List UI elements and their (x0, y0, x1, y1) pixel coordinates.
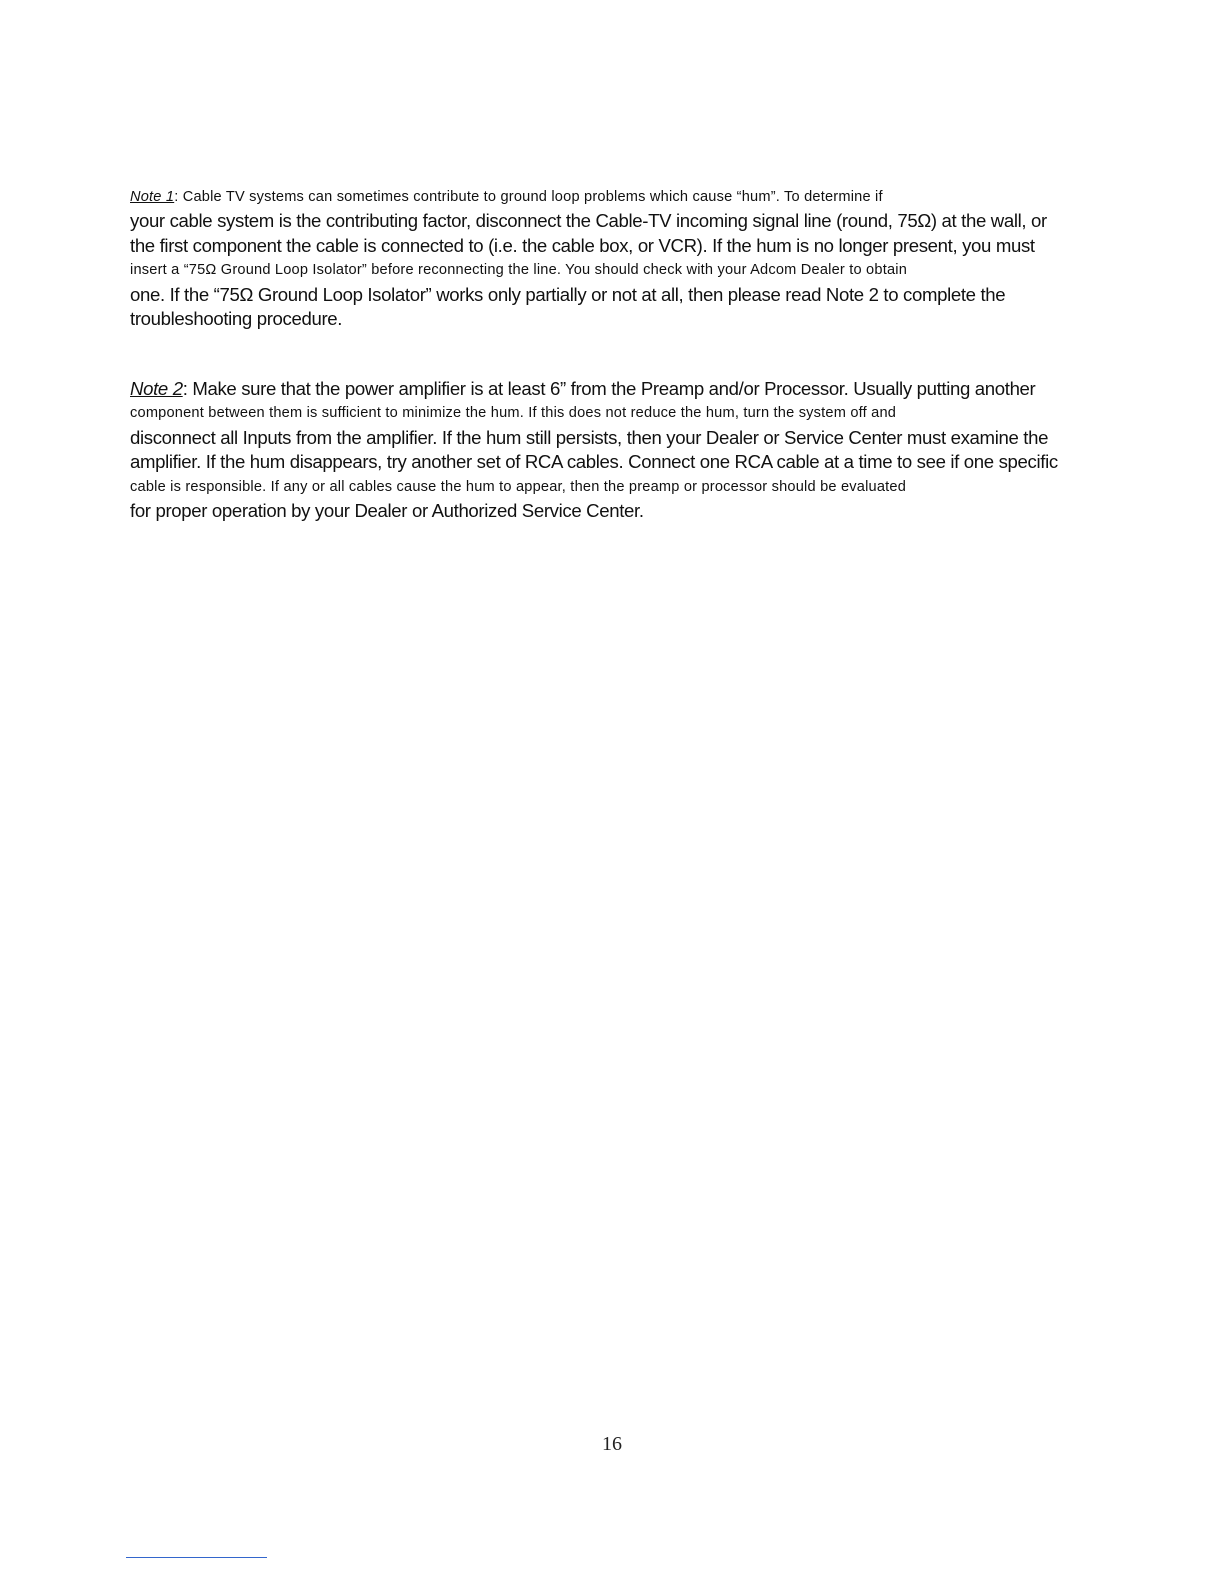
note-1-line-6: troubleshooting procedure. (130, 307, 343, 329)
note-2-line-1 (130, 377, 1110, 401)
note-1-line-4: insert a “75Ω Ground Loop Isolator” before reconnecting the line. You should check with your Adcom Dealer to obtain (130, 262, 908, 279)
note-1-paragraph (130, 185, 1110, 331)
note-2-line-4: amplifier. If the hum disappears, try another set of RCA cables. Connect one RCA cable at a time to see if one specific (130, 451, 1058, 473)
note-2-line-3: disconnect all Inputs from the amplifier. If the hum still persists, then your Dealer or Service Center must examine the (130, 426, 1049, 448)
note-2-line-1-text: : Make sure that the power amplifier is at least 6” from the Preamp and/or Processor. Usually putting another (182, 378, 1036, 399)
note-1-line-5: one. If the “75Ω Ground Loop Isolator” works only partially or not at all, then please read Note 2 to complete the (130, 283, 1006, 305)
note-2-line-5: cable is responsible. If any or all cables cause the hum to appear, then the preamp or processor should be evaluated (130, 478, 907, 495)
note-2-paragraph (130, 377, 1110, 523)
note-2-label: Note 2 (130, 378, 183, 399)
note-2-line-6: for proper operation by your Dealer or Authorized Service Center. (130, 499, 644, 521)
page-number: 16 (602, 1433, 622, 1455)
note-1-line-1 (130, 185, 1110, 209)
note-2-line-2: component between them is sufficient to minimize the hum. If this does not reduce the hum, turn the system off and (130, 405, 897, 422)
note-1-line-1-text: : Cable TV systems can sometimes contribute to ground loop problems which cause “hum”. To determine if (174, 189, 883, 205)
footer-divider (126, 1557, 267, 1558)
note-1-line-3: the first component the cable is connected to (i.e. the cable box, or VCR). If the hum is no longer present, you must (130, 234, 1035, 256)
note-1-line-2: your cable system is the contributing factor, disconnect the Cable-TV incoming signal line (round, 75Ω) at the wall, or (130, 210, 1047, 232)
note-1-label: Note 1 (130, 189, 175, 205)
